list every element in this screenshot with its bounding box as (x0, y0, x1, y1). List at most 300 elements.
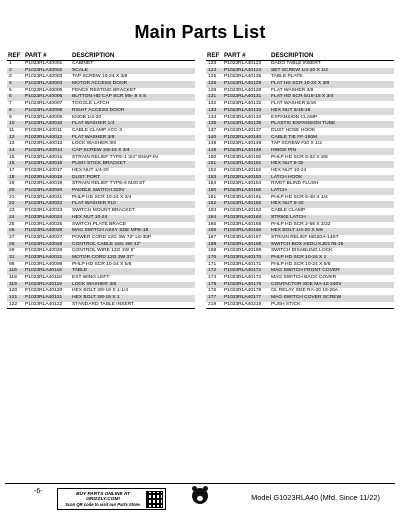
part-number-cell: P1023RLA40018 (25, 174, 63, 180)
description-cell: PHLP HD SCR 10-24 X 1 (271, 254, 327, 260)
part-number-cell: P1023RLA40123 (224, 61, 262, 66)
table-row (206, 235, 394, 242)
ref-cell: 134 (208, 114, 217, 120)
description-cell: MOTOR ACCESS DOOR (72, 81, 128, 87)
part-number-cell: P1023RLA40006 (25, 94, 63, 100)
table-row (206, 288, 394, 295)
ref-cell: 9 (9, 114, 12, 120)
part-number-cell: P1023RLA40008 (25, 107, 63, 113)
part-number-cell: P1023RLA40219 (224, 301, 262, 307)
table-row (206, 94, 394, 101)
ref-cell: 171 (208, 261, 217, 267)
ref-cell: 169 (208, 248, 217, 254)
part-number-cell: P1023RLA40167 (224, 234, 262, 240)
description-cell: MAG SWITCH ASSY SDE MPE-18 (72, 228, 149, 234)
description-cell: FLAT WASHER 5/16 (271, 101, 317, 107)
part-number-cell: P1023RLA40161 (224, 194, 262, 200)
part-number-cell: P1023RLA40131 (224, 94, 262, 100)
table-row (206, 195, 394, 202)
table-header (206, 52, 394, 60)
part-number-cell: P1023RLA40119 (25, 281, 62, 287)
part-number-cell: P1023RLA40153 (224, 174, 262, 180)
part-number-cell: P1023RLA40172 (224, 268, 262, 274)
part-number-cell: P1023RLA40168 (224, 241, 262, 247)
ref-cell: 119 (9, 281, 17, 287)
ref-cell: 219 (208, 301, 217, 307)
description-cell: TABLE (72, 268, 88, 274)
qr-code-icon[interactable] (146, 491, 163, 508)
description-cell: SWITCH MOUNT BRACKET (72, 208, 135, 214)
table-row (206, 108, 394, 115)
ref-header: REF (8, 52, 21, 59)
ref-cell: 11 (9, 127, 15, 133)
description-cell: HEX NUT 10-24 (72, 214, 108, 220)
ref-cell: 126 (208, 81, 217, 87)
ref-cell: 168 (208, 241, 217, 247)
part-number-cell: P1023RLA40019 (25, 181, 63, 187)
page-title: Main Parts List (134, 22, 266, 42)
table-header (7, 52, 195, 60)
ref-cell: 6 (9, 94, 12, 100)
ref-cell: 149 (208, 147, 217, 153)
table-row (206, 68, 394, 75)
part-number-cell: P1023RLA40002 (25, 67, 63, 73)
table-row (7, 68, 195, 75)
description-cell: RIVET BLIND FLUSH (271, 181, 319, 187)
description-cell: LATCH HOOK (271, 174, 303, 180)
description-cell: STRIKE LATCH (271, 214, 306, 220)
ref-cell: 7 (9, 101, 12, 107)
table-row (7, 248, 195, 255)
part-number-cell: P1023RLA40163 (224, 208, 262, 214)
part-number-cell: P1023RLA40012 (25, 134, 63, 140)
ref-cell: 18 (9, 174, 15, 180)
part-number-cell: P1023RLA40007 (25, 101, 63, 107)
part-number-cell: P1023RLA40026 (25, 228, 63, 234)
description-cell: HEX BOLT 1/4-20 X 5/8 (271, 228, 323, 234)
part-number-cell: P1023RLA40015 (25, 154, 63, 160)
table-row (206, 128, 394, 135)
table-row (206, 295, 394, 302)
part-number-cell: P1023RLA40122 (25, 301, 63, 307)
part-number-cell: P1023RLA40011 (25, 127, 62, 133)
description-cell: STRAIN RELIEF MG20A-14ST (271, 234, 339, 240)
ref-cell: 131 (208, 94, 217, 100)
description-cell: LOCK WASHER 3/8 (72, 281, 117, 287)
part-number-cell: P1023RLA40126 (224, 81, 262, 87)
description-cell: MAG SWITCH FRONT COVER (271, 268, 340, 274)
part-number-cell: P1023RLA40023 (25, 208, 63, 214)
description-cell: PHLP HD SCR 10-24 X 3/4 (72, 194, 132, 200)
table-row (206, 215, 394, 222)
table-row (7, 235, 195, 242)
ref-cell: 120 (9, 288, 18, 294)
description-cell: TOGGLE LATCH (72, 101, 110, 107)
part-number-cell: P1023RLA40120 (25, 288, 63, 294)
ref-cell: 176 (208, 288, 217, 294)
table-row (7, 141, 195, 148)
part-number-cell: P1023RLA40005 (25, 87, 63, 93)
part-number-cell: P1023RLA40009 (25, 114, 63, 120)
ref-cell: 172 (208, 268, 217, 274)
table-row (7, 242, 195, 249)
table-row (206, 275, 394, 282)
description-cell: EXT WING LEFT (72, 275, 110, 280)
table-row (206, 282, 394, 289)
description-cell: HEX NUT 8-32 (271, 161, 304, 167)
part-number-cell: P1023RLA40027 (25, 234, 63, 240)
part-number-cell: P1023RLA40022 (25, 201, 63, 207)
description-cell: SCALE (72, 67, 89, 73)
description-cell: CABLE TIE FF-150M (271, 134, 318, 140)
table-row (7, 288, 195, 295)
part-number-cell: P1023RLA40017 (25, 168, 63, 173)
ref-cell: 15 (9, 154, 15, 160)
table-row (7, 208, 195, 215)
description-header: DESCRIPTION (271, 52, 314, 59)
table-row (206, 101, 394, 108)
description-cell: EXPANSION CLAMP (271, 114, 318, 120)
part-number-cell: P1023RLA40170 (224, 254, 262, 260)
part-number-cell: P1023RLA40020 (25, 188, 63, 194)
part-number-cell: P1023RLA40151 (224, 161, 262, 167)
ref-cell: 4 (9, 81, 12, 87)
ref-cell: 170 (208, 254, 217, 260)
part-number-cell: P1023RLA40116 (25, 268, 62, 274)
table-row (7, 101, 195, 108)
description-cell: FLAT WASHER 3/8 (271, 87, 314, 93)
table-row (206, 161, 394, 168)
table-row (206, 208, 394, 215)
description-cell: PUSH STICK BRACKET (72, 161, 126, 167)
table-row (7, 262, 195, 269)
ref-cell: 160 (208, 188, 217, 194)
description-cell: TAP SCREW #10 X 1/2 (271, 141, 322, 147)
part-number-cell: P1023RLA40169 (224, 248, 262, 254)
ref-cell: 174 (208, 275, 217, 280)
description-cell: PHLP HD SCR 10-24 X 5/8 (72, 261, 132, 267)
description-cell: TABLE PLATE (271, 74, 303, 80)
table-row (7, 81, 195, 88)
table-row (206, 181, 394, 188)
ref-cell: 29 (9, 248, 15, 254)
description-cell: MOTOR CORD 12G 3W 37" (72, 254, 134, 260)
table-row (7, 108, 195, 115)
ref-cell: 133 (208, 107, 217, 113)
ref-cell: 20 (9, 188, 15, 194)
description-cell: STRAIN RELIEF TYPE-6 M20 ST (72, 181, 146, 187)
ref-cell: 14 (9, 147, 15, 153)
table-row (7, 61, 195, 68)
table-row (7, 195, 195, 202)
description-cell: PADDLE SWITCH 220V (72, 188, 125, 194)
table-row (206, 88, 394, 95)
description-cell: DUST PORT (72, 174, 101, 180)
description-cell: CABINET (72, 61, 94, 66)
model-label: Model G1023RLA40 (Mfd. Since 11/22) (251, 493, 380, 502)
description-cell: OL RELAY SDE RA-30 18-26A (271, 288, 339, 294)
table-row (7, 94, 195, 101)
description-cell: STANDARD TABLE INSERT (72, 301, 135, 307)
description-cell: PLASTIC EXPANSION TUBE (271, 121, 336, 127)
table-row (7, 74, 195, 81)
description-cell: FENCE RESTING BRACKET (72, 87, 137, 93)
ref-cell: 175 (208, 281, 217, 287)
banner-line-2: Scan QR code to visit our Parts Store. (65, 501, 141, 507)
part-number-cell: P1023RLA40016 (25, 161, 63, 167)
description-cell: RIGHT ACCESS DOOR (72, 107, 125, 113)
ref-cell: 153 (208, 174, 217, 180)
table-row (206, 168, 394, 175)
description-cell: HINGE PIN (271, 147, 297, 153)
grizzly-bear-logo-icon (192, 488, 208, 504)
description-cell: HEX NUT 5/16-18 (271, 107, 311, 113)
ref-cell: 163 (208, 208, 217, 214)
description-cell: HEX NUT 1/4-20 (72, 168, 109, 173)
description-cell: SWITCH PLATE BRACE (72, 221, 126, 227)
banner-line-1: BUY PARTS ONLINE AT GRIZZLY.COM! (76, 491, 130, 502)
description-cell: BUTTON HD CAP SCR M5-.8 X 8 (72, 94, 147, 100)
part-number-cell: P1023RLA40171 (224, 261, 262, 267)
table-row (7, 302, 195, 309)
description-cell: STRAIN RELIEF TYPE-1 3/4" SNAP-IN (72, 154, 158, 160)
ref-cell: 123 (208, 61, 217, 66)
table-row (206, 302, 394, 309)
ref-cell: 167 (208, 234, 217, 240)
ref-cell: 13 (9, 141, 15, 147)
table-row (206, 135, 394, 142)
ref-cell: 3 (9, 74, 12, 80)
description-cell: DUST HOSE HOOK (271, 127, 316, 133)
description-cell: FLAT HD SCR 5/16-18 X 3/4 (271, 94, 334, 100)
ref-cell: 23 (9, 208, 15, 214)
part-number-cell: P1023RLA40010 (25, 121, 63, 127)
table-row (206, 201, 394, 208)
table-row (7, 222, 195, 229)
description-cell: CONTACTOR SDE MA-18 240V (271, 281, 342, 287)
description-cell: PHLP HD SCR 10-24 X 5/8 (271, 261, 331, 267)
ref-cell: 125 (208, 74, 217, 80)
part-number-cell: P1023RLA40021 (25, 194, 63, 200)
part-number-cell: P1023RLA40166 (224, 228, 262, 234)
description-cell: SWITCH BOX KEDU KJD17B-16 (271, 241, 344, 247)
ref-cell: 151 (208, 161, 217, 167)
table-row (206, 115, 394, 122)
part-number-cell: P1023RLA40013 (25, 141, 63, 147)
ref-cell: 21 (9, 194, 15, 200)
table-row (7, 121, 195, 128)
ref-cell: 2 (9, 67, 12, 73)
table-row (206, 255, 394, 262)
table-body (7, 60, 195, 309)
description-cell: LATCH (271, 188, 287, 194)
part-number-cell: P1023RLA40150 (224, 154, 262, 160)
description-cell: KNOB 1/4-20 (72, 114, 102, 120)
part-number-cell: P1023RLA40174 (224, 275, 262, 280)
part-number-cell: P1023RLA40003 (25, 74, 63, 80)
part-number-cell: P1023RLA40014 (25, 147, 63, 153)
table-row (206, 228, 394, 235)
ref-cell: 128 (208, 87, 217, 93)
part-number-cell: P1023RLA40001 (25, 61, 63, 66)
table-body (206, 60, 394, 309)
ref-cell: 25 (9, 221, 15, 227)
part-number-cell: P1023RLA40128 (224, 87, 262, 93)
ref-cell: 124 (208, 67, 217, 73)
ref-cell: 166 (208, 228, 217, 234)
part-number-cell: P1023RLA40160 (224, 188, 262, 194)
table-row (7, 88, 195, 95)
ref-cell: 19 (9, 181, 15, 187)
table-row (7, 135, 195, 142)
description-cell: SET SCREW 1/4-20 X 1/2 (271, 67, 328, 73)
table-row (206, 242, 394, 249)
ref-cell: 121 (9, 295, 18, 301)
table-row (7, 275, 195, 282)
description-cell: CONTROL CABLE 16G 4W 42" (72, 241, 141, 247)
part-number-cell: P1023RLA40132 (224, 101, 262, 107)
description-cell: PHLP HD SCR 2-56 X 3/32 (271, 221, 331, 227)
ref-cell: 140 (208, 134, 217, 140)
ref-cell: 1 (9, 61, 12, 66)
table-row (7, 268, 195, 275)
part-number-cell: P1023RLA40165 (224, 221, 262, 227)
ref-cell: 28 (9, 241, 15, 247)
table-row (7, 168, 195, 175)
table-row (206, 81, 394, 88)
parts-table-right (206, 52, 394, 309)
table-row (206, 222, 394, 229)
part-number-cell: P1023RLA40175 (224, 281, 262, 287)
part-number-cell: P1023RLA40024 (25, 214, 63, 220)
part-number-cell: P1023RLA40176 (224, 288, 262, 294)
part-header: PART # (25, 52, 47, 59)
ref-cell: 148 (208, 141, 217, 147)
ref-cell: 31 (9, 254, 15, 260)
description-cell: FLAT WASHER #10 (72, 201, 116, 207)
description-cell: SWITCH DISABLING LOCK (271, 248, 333, 254)
part-number-cell: P1023RLA40137 (224, 127, 262, 133)
table-row (206, 175, 394, 182)
description-cell: CONTROL WIRE 12G 1W 6" (72, 248, 135, 254)
description-cell: CABLE CLAMP (271, 208, 306, 214)
table-row (206, 262, 394, 269)
ref-header: REF (207, 52, 220, 59)
description-cell: PHLP HD SCR 8-32 X 3/8 (271, 154, 328, 160)
table-row (7, 175, 195, 182)
part-number-cell: P1023RLA40121 (25, 295, 63, 301)
ref-cell: 132 (208, 101, 217, 107)
part-number-cell: P1023RLA40177 (224, 295, 262, 301)
description-cell: PHLP HD SCR 5-40 X 1/4 (271, 194, 328, 200)
part-number-cell: P1023RLA40031 (25, 254, 63, 260)
ref-cell: 5 (9, 87, 12, 93)
part-header: PART # (224, 52, 246, 59)
ref-cell: 24 (9, 214, 15, 220)
table-row (7, 255, 195, 262)
ref-cell: 162 (208, 201, 217, 207)
part-number-cell: P1023RLA40004 (25, 81, 63, 87)
ref-cell: 150 (208, 154, 217, 160)
table-row (7, 188, 195, 195)
part-number-cell: P1023RLA40025 (25, 221, 63, 227)
table-row (206, 141, 394, 148)
description-header: DESCRIPTION (72, 52, 115, 59)
table-row (7, 161, 195, 168)
table-row (7, 128, 195, 135)
ref-cell: 27 (9, 234, 15, 240)
ref-cell: 98 (9, 261, 15, 267)
description-cell: DADO TABLE INSERT (271, 61, 321, 66)
table-row (206, 148, 394, 155)
description-cell: HEX BOLT 3/8-16 X 1-1/4 (72, 288, 129, 294)
footer-divider (5, 483, 395, 484)
ref-cell: 118 (9, 275, 17, 280)
ref-cell: 26 (9, 228, 15, 234)
parts-table-left (7, 52, 195, 309)
ref-cell: 161 (208, 194, 217, 200)
description-cell: HEX NUT 5-40 (271, 201, 304, 207)
part-number-cell: P1023RLA40140 (224, 134, 262, 140)
table-row (7, 282, 195, 289)
description-cell: POWER CORD 12G 3W 72" L6-30P (72, 234, 152, 240)
description-cell: HEX BOLT 3/8-16 X 1 (72, 295, 120, 301)
ref-cell: 135 (208, 121, 217, 127)
description-cell: LOCK WASHER 3/8 (72, 141, 117, 147)
ref-cell: 8 (9, 107, 12, 113)
page-number: -6- (34, 488, 43, 495)
description-cell: HEX NUT 10-24 (271, 168, 307, 173)
table-row (206, 268, 394, 275)
table-row (206, 61, 394, 68)
table-row (206, 188, 394, 195)
ref-cell: 152 (208, 168, 217, 173)
part-number-cell: P1023RLA40164 (224, 214, 262, 220)
table-row (7, 181, 195, 188)
part-number-cell: P1023RLA40118 (25, 275, 62, 280)
part-number-cell: P1023RLA40152 (224, 168, 262, 173)
part-number-cell: P1023RLA40162 (224, 201, 262, 207)
ref-cell: 22 (9, 201, 15, 207)
description-cell: PUSH STICK (271, 301, 301, 307)
table-row (7, 201, 195, 208)
ref-cell: 17 (9, 168, 15, 173)
ref-cell: 165 (208, 221, 217, 227)
part-number-cell: P1023RLA40134 (224, 114, 262, 120)
part-number-cell: P1023RLA40149 (224, 147, 262, 153)
ref-cell: 137 (208, 127, 217, 133)
table-row (206, 121, 394, 128)
part-number-cell: P1023RLA40125 (224, 74, 262, 80)
part-number-cell: P1023RLA40154 (224, 181, 262, 187)
table-row (206, 74, 394, 81)
table-row (7, 295, 195, 302)
part-number-cell: P1023RLA40029 (25, 248, 63, 254)
parts-store-banner[interactable] (57, 488, 166, 510)
ref-cell: 16 (9, 161, 15, 167)
banner-text (60, 492, 146, 507)
description-cell: CABLE CLAMP ACC-3 (72, 127, 122, 133)
description-cell: MAG SWITCH BACK COVER (271, 275, 337, 280)
table-row (206, 155, 394, 162)
table-row (7, 148, 195, 155)
table-row (7, 215, 195, 222)
table-row (206, 248, 394, 255)
description-cell: CAP SCREW 3/8-16 X 3/4 (72, 147, 130, 153)
table-row (7, 155, 195, 162)
description-cell: FLAT WASHER 3/8 (72, 134, 115, 140)
part-number-cell: P1023RLA40124 (224, 67, 262, 73)
